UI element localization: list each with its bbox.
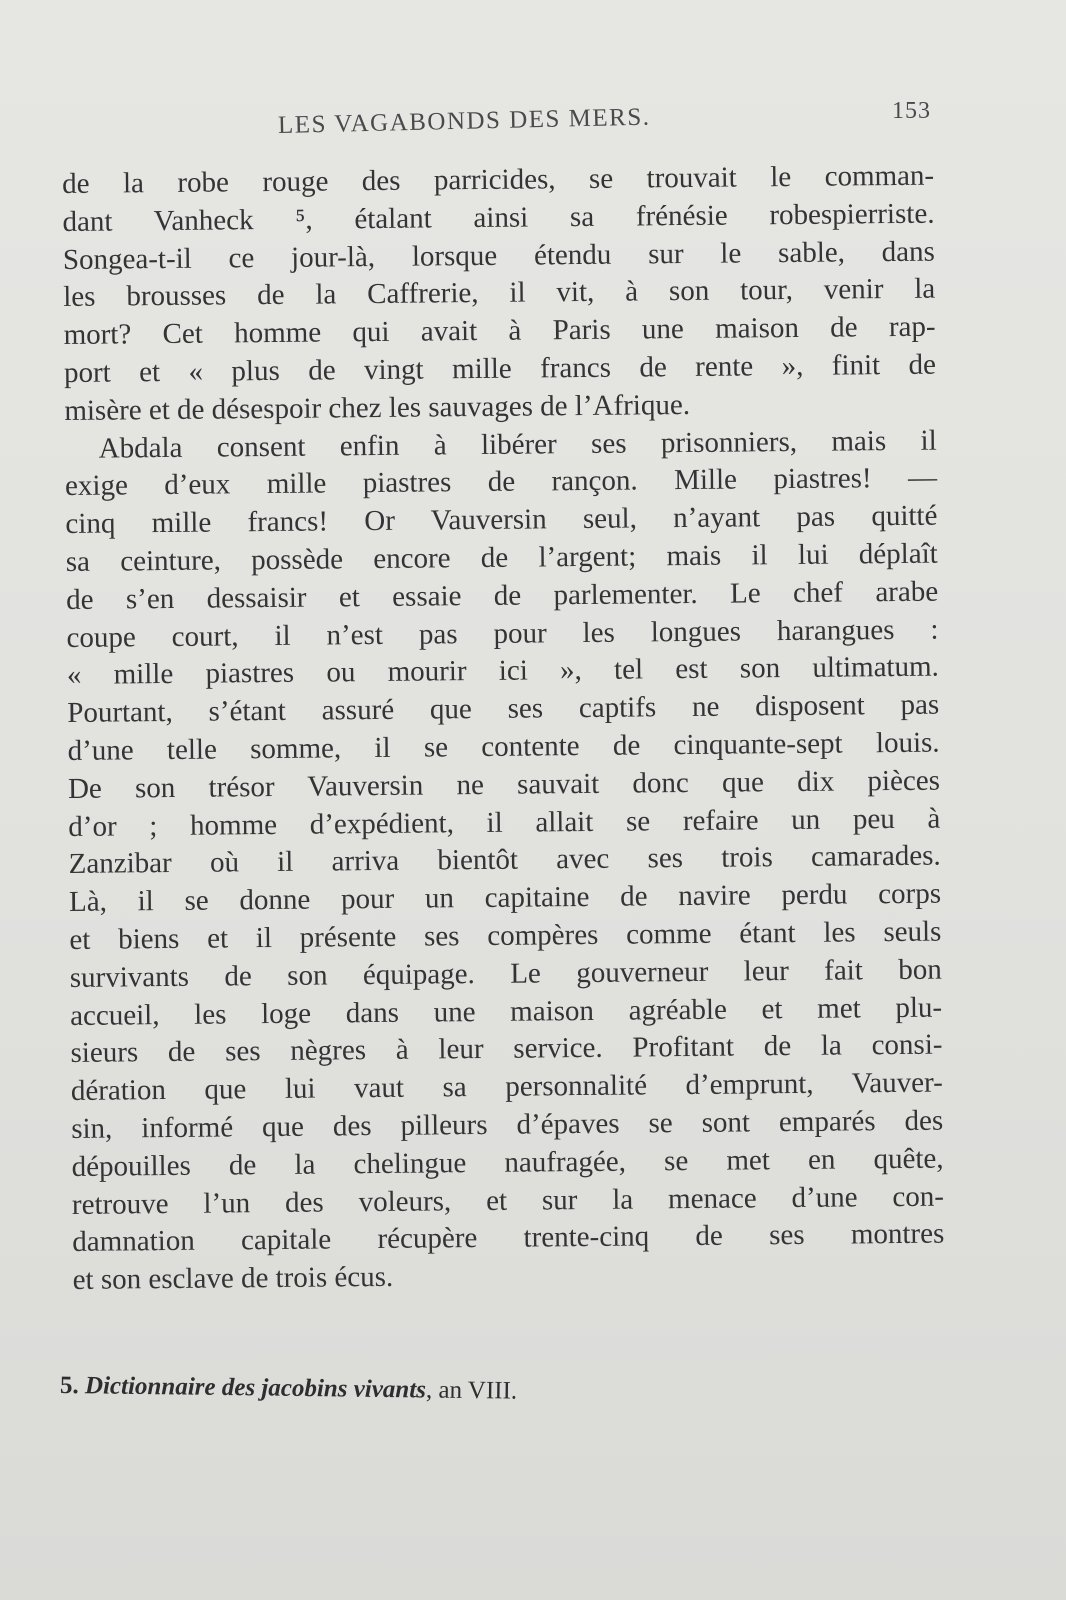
text-line: sa ceinture, possède encore de l’argent; mais il lui déplaît <box>65 537 938 578</box>
text-line: et son esclave de trois écus. <box>72 1260 394 1297</box>
text-line: de s’en dessaisir et essaie de parlementer. Le chef arabe <box>66 575 939 616</box>
text-line: « mille piastres ou mourir ici », tel est son ultimatum. <box>66 650 940 692</box>
page-number: 153 <box>892 98 931 124</box>
text-line: de la robe rouge des parricides, se trouvait le comman- <box>62 159 935 200</box>
text-line: dépouilles de la chelingue naufragée, se met en quête, <box>71 1142 944 1183</box>
text-line: Zanzibar où il arriva bientôt avec ses trois camarades. <box>68 839 941 881</box>
text-line: et biens et il présente ses compères comme étant les seuls <box>69 915 942 956</box>
footnote-title: Dictionnaire des jacobins vivants <box>84 1372 427 1404</box>
text-line: sin, informé que des pilleurs d’épaves se sont emparés des <box>71 1104 944 1145</box>
text-line: misère et de désespoir chez les sauvages de l’Afrique. <box>64 388 691 427</box>
text-line: sieurs de ses nègres à leur service. Profitant de la consi- <box>70 1028 943 1070</box>
footnote-number: 5. <box>59 1372 79 1400</box>
text-line: d’une telle somme, il se contente de cinquante-sept louis. <box>67 726 940 767</box>
text-line: cinq mille francs! Or Vauversin seul, n’ayant pas quitté <box>65 499 938 541</box>
text-line: dant Vanheck ⁵, étalant ainsi sa frénésie robespierriste. <box>62 197 935 238</box>
text-line: exige d’eux mille piastres de rançon. Mille piastres! — <box>64 461 938 503</box>
text-line: Abdala consent enfin à libérer ses prisonniers, mais il <box>98 424 937 465</box>
body-text <box>62 158 945 1300</box>
text-line: survivants de son équipage. Le gouverneur leur fait bon <box>69 953 942 994</box>
text-line: retrouve l’un des voleurs, et sur la menace d’une con- <box>71 1180 945 1221</box>
footnote-rest: , an VIII. <box>425 1376 518 1405</box>
footnote <box>60 1372 517 1406</box>
text-line: De son trésor Vauversin ne sauvait donc que dix pièces <box>67 764 941 805</box>
text-line: d’or ; homme d’expédient, il allait se refaire un peu à <box>68 802 941 843</box>
text-line: mort? Cet homme qui avait à Paris une maison de rap- <box>63 310 936 352</box>
text-line: les brousses de la Caffrerie, il vit, à son tour, venir la <box>63 273 936 314</box>
running-title: LES VAGABONDS DES MERS. <box>277 103 651 139</box>
text-line: dération que lui vaut sa personnalité d’emprunt, Vauver- <box>70 1066 943 1108</box>
text-line: accueil, les loge dans une maison agréable et met plu- <box>70 991 943 1032</box>
text-line: damnation capitale récupère trente-cinq de ses montres <box>72 1217 945 1259</box>
text-line: coupe court, il n’est pas pour les longues harangues : <box>66 613 939 654</box>
text-line: Pourtant, s’étant assuré que ses captifs ne disposent pas <box>67 688 940 730</box>
text-line: Songea-t-il ce jour-là, lorsque étendu sur le sable, dans <box>62 235 936 276</box>
text-line: Là, il se donne pour un capitaine de navire perdu corps <box>68 877 942 919</box>
page-header <box>0 98 1066 148</box>
text-line: port et « plus de vingt mille francs de rente », finit de <box>63 348 937 389</box>
